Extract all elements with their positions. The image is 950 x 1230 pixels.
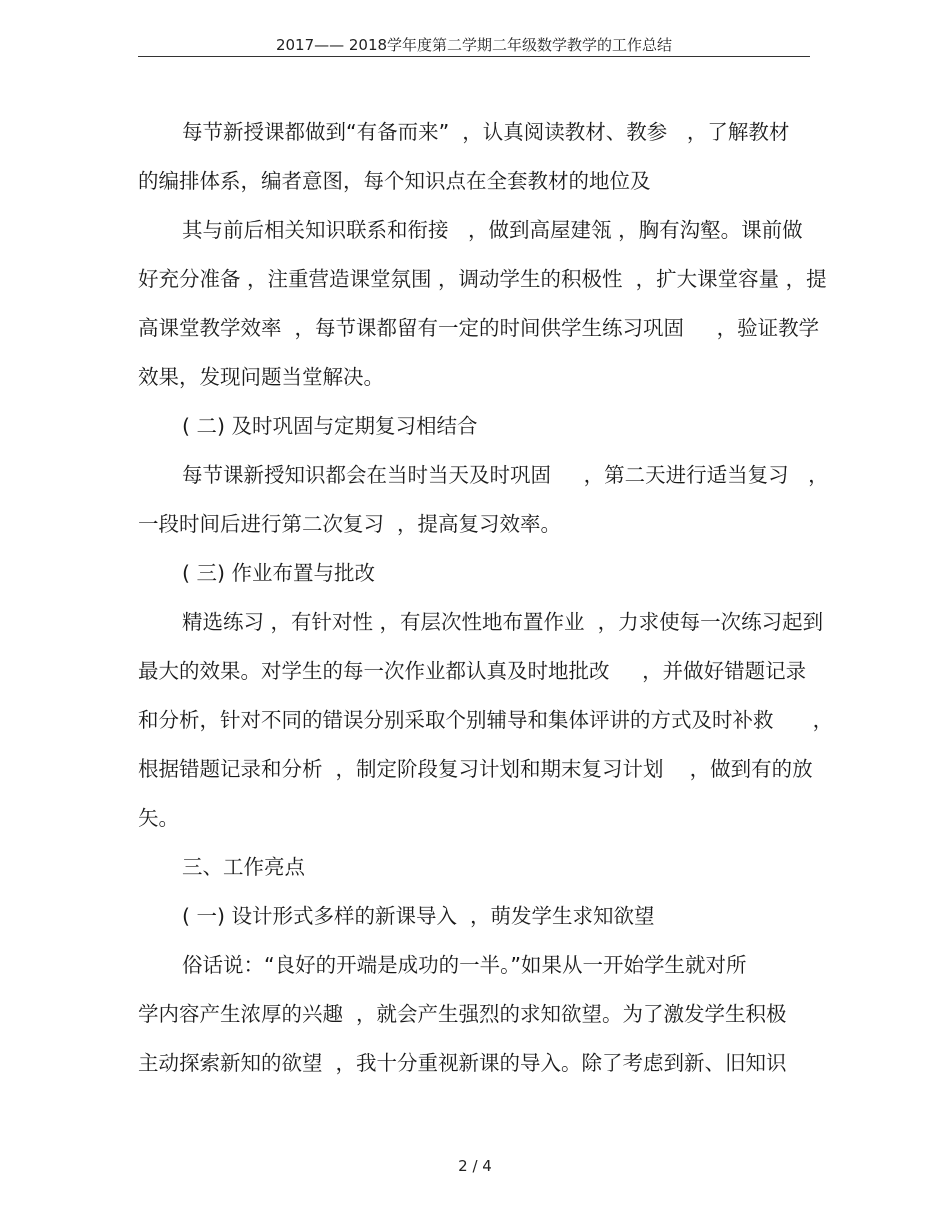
paragraph-line: 精选练习 ，有针对性 ，有层次性地布置作业 ，力求使每一次练习起到 <box>182 610 824 634</box>
page-number: 2 / 4 <box>458 1157 492 1175</box>
document-title-header: 2017—— 2018学年度第二学期二年级数学教学的工作总结 <box>275 36 673 54</box>
paragraph-line: 其与前后相关知识联系和衔接 ，做到高屋建瓴 ，胸有沟壑。课前做 <box>182 218 803 242</box>
paragraph-line: 学内容产生浓厚的兴趣 ，就会产生强烈的求知欲望。为了激发学生积极 <box>138 1002 787 1026</box>
paragraph-line: 每节课新授知识都会在当时当天及时巩固 ，第二天进行适当复习 ， <box>182 463 829 487</box>
paragraph-line: 的编排体系，编者意图，每个知识点在全套教材的地位及 <box>138 169 651 193</box>
document-body <box>138 108 834 1088</box>
section-heading: ( 二) 及时巩固与定期复习相结合 <box>182 414 478 438</box>
section-heading: 三、工作亮点 <box>182 855 305 879</box>
paragraph-line: 矢。 <box>138 806 179 830</box>
paragraph-line: 好充分准备 ，注重营造课堂氛围 ，调动学生的积极性 ，扩大课堂容量 ，提 <box>138 267 827 291</box>
paragraph-line: 主动探索新知的欲望 ，我十分重视新课的导入。除了考虑到新、旧知识 <box>138 1051 787 1075</box>
paragraph-line: 俗话说：“良好的开端是成功的一半。”如果从一开始学生就对所 <box>182 953 747 977</box>
paragraph-line: 根据错题记录和分析 ，制定阶段复习计划和期末复习计划 ，做到有的放 <box>138 757 813 781</box>
paragraph-line: 每节新授课都做到“有备而来” ，认真阅读教材、教参 ，了解教材 <box>182 120 790 144</box>
section-heading: ( 三) 作业布置与批改 <box>182 561 376 585</box>
paragraph-line: 和分析，针对不同的错误分别采取个别辅导和集体评讲的方式及时补救 ， <box>138 708 834 732</box>
header-divider <box>138 56 810 57</box>
section-heading: ( 一) 设计形式多样的新课导入 ，萌发学生求知欲望 <box>182 904 655 928</box>
paragraph-line: 最大的效果。对学生的每一次作业都认真及时地批改 ，并做好错题记录 <box>138 659 807 683</box>
paragraph-line: 一段时间后进行第二次复习 ，提高复习效率。 <box>138 512 562 536</box>
paragraph-line: 效果，发现问题当堂解决。 <box>138 365 384 389</box>
paragraph-line: 高课堂教学效率 ，每节课都留有一定的时间供学生练习巩固 ，验证教学 <box>138 316 820 340</box>
